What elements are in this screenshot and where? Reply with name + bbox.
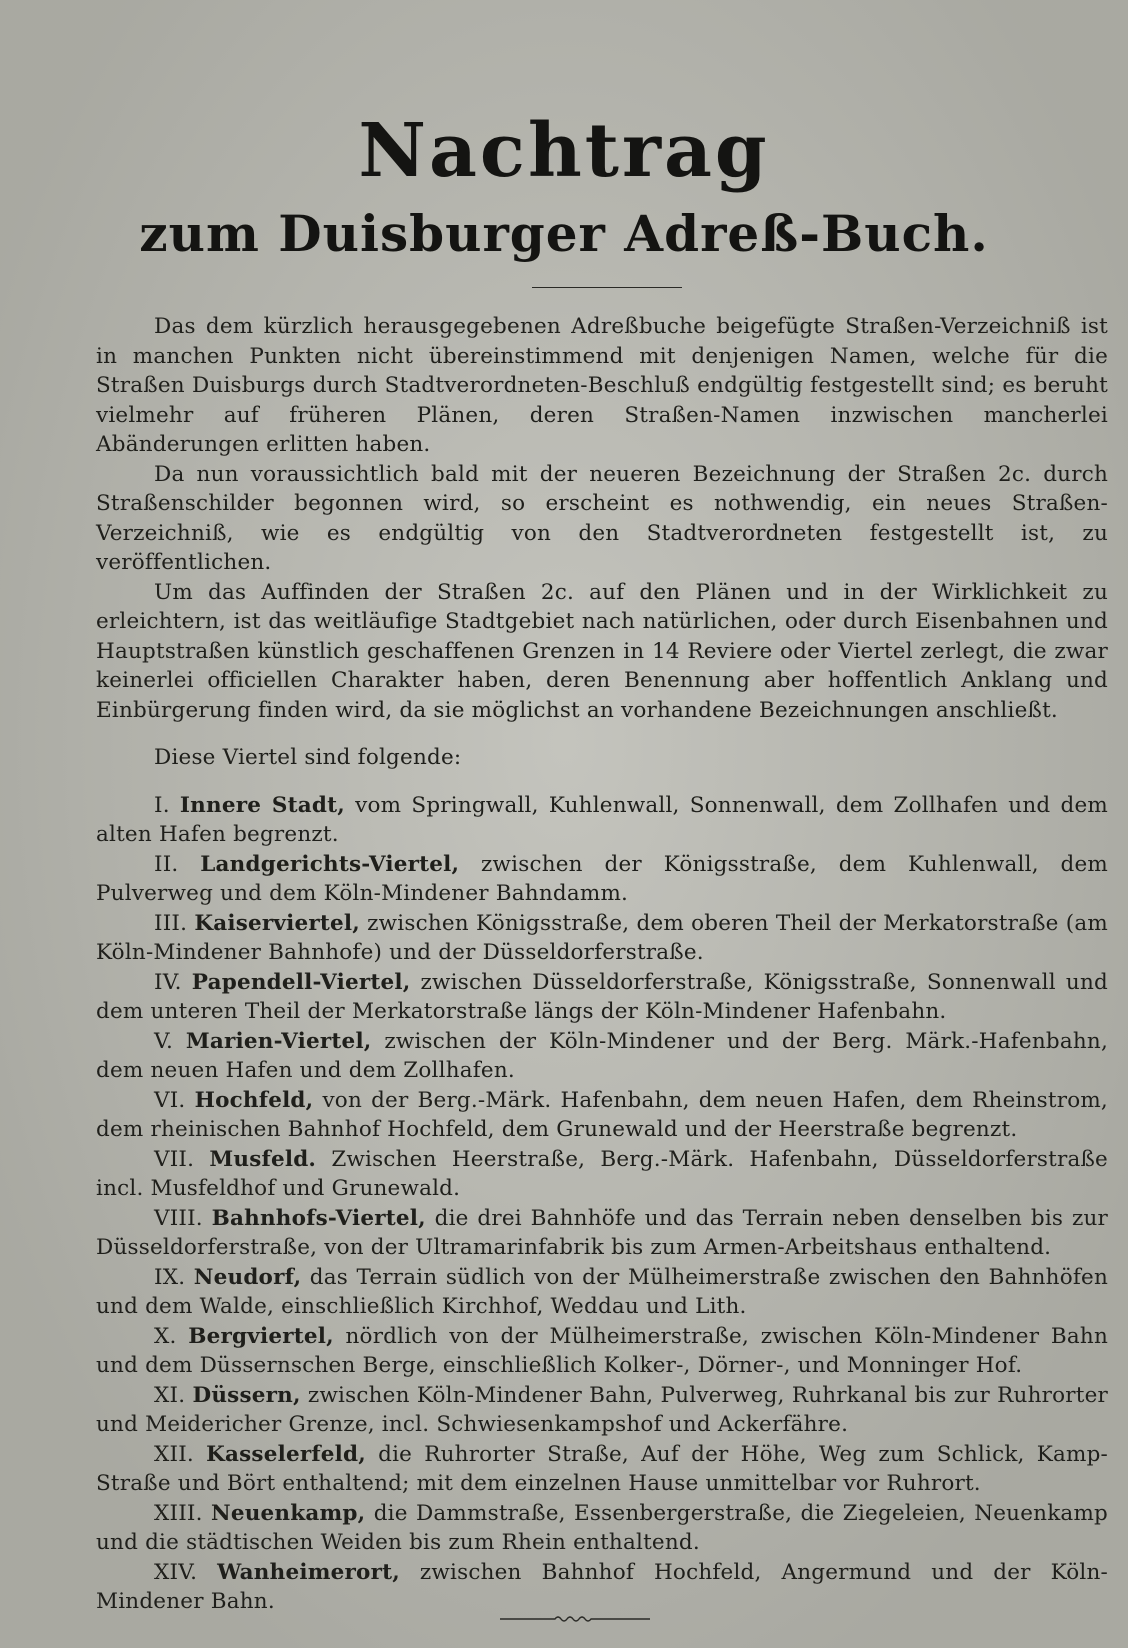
district-name: Marien-Viertel, — [185, 1028, 372, 1054]
district-number: V. — [154, 1028, 174, 1054]
district-description: die Dammstraße, Essenbergerstraße, die Ziegeleien, Neuenkamp und die städtischen Weiden bis zum Rhein enthaltend. — [96, 1500, 1108, 1555]
list-item — [96, 1440, 1108, 1499]
list-item — [96, 1558, 1108, 1617]
district-number: XII. — [154, 1441, 194, 1467]
page-subtitle: zum Duisburger Adreß-Buch. — [139, 204, 989, 263]
district-number: IV. — [154, 969, 182, 995]
list-item — [96, 1322, 1108, 1381]
district-name: Kasselerfeld, — [206, 1441, 366, 1467]
district-number: X. — [154, 1323, 177, 1349]
district-description: von der Berg.-Märk. Hafenbahn, dem neuen Hafen, dem Rheinstrom, dem rheinischen Bahnhof Hochfeld, dem Grunewald und der Heerstraße begrenzt. — [96, 1087, 1108, 1142]
district-number: XI. — [154, 1382, 186, 1408]
district-description: nördlich von der Mülheimerstraße, zwischen Köln-Mindener Bahn und dem Düssernschen Berge, einschließlich Kolker-, Dörner-, und Monninger Hof. — [96, 1323, 1108, 1378]
district-description: die Ruhrorter Straße, Auf der Höhe, Weg zum Schlick, Kamp-Straße und Bört enthaltend; mit dem einzelnen Hause unmittelbar vor Ruhrort. — [96, 1441, 1108, 1496]
list-item — [96, 791, 1108, 850]
district-name: Neuenkamp, — [210, 1500, 366, 1526]
district-number: VIII. — [154, 1205, 203, 1231]
district-number: XIII. — [154, 1500, 203, 1526]
district-description: zwischen der Köln-Mindener und der Berg. Märk.-Hafenbahn, dem neuen Hafen und dem Zollhafen. — [96, 1028, 1108, 1083]
list-item — [96, 1204, 1108, 1263]
list-item — [96, 968, 1108, 1027]
district-description: das Terrain südlich von der Mülheimerstraße zwischen den Bahnhöfen und dem Walde, einschließlich Kirchhof, Weddau und Lith. — [96, 1264, 1108, 1319]
list-item — [96, 1263, 1108, 1322]
district-name: Innere Stadt, — [179, 792, 345, 818]
district-name: Landgerichts-Viertel, — [200, 851, 460, 877]
paragraph: Da nun voraussichtlich bald mit der neueren Bezeichnung der Straßen 2c. durch Straßenschilder begonnen wird, so erscheint es nothwendig, ein neues Straßen-Verzeichniß, wie es endgültig von den Stadtverordneten festgestellt ist, zu veröffentlichen. — [96, 461, 1108, 575]
list-item — [96, 1027, 1108, 1086]
page-title: Nachtrag — [358, 108, 770, 194]
district-name: Düssern, — [192, 1382, 301, 1408]
district-name: Musfeld. — [209, 1146, 317, 1172]
district-number: IX. — [154, 1264, 186, 1290]
list-intro: Diese Viertel sind folgende: — [154, 745, 462, 770]
district-description: zwischen der Königsstraße, dem Kuhlenwall, dem Pulverweg und dem Köln-Mindener Bahndamm. — [96, 851, 1109, 906]
title-divider — [532, 287, 682, 288]
list-item — [96, 1381, 1108, 1440]
paragraph: Das dem kürzlich herausgegebenen Adreßbuche beigefügte Straßen-Verzeichniß ist in manchen Punkten nicht übereinstimmend mit denjenigen Namen, welche für die Straßen Duisburgs durch Stadtverordneten-Beschluß endgültig festgestellt sind; es beruht vielmehr auf früheren Plänen, deren Straßen-Namen inzwischen mancherlei Abänderungen erlitten haben. — [96, 314, 1108, 457]
district-description: zwischen Bahnhof Hochfeld, Angermund und der Köln-Mindener Bahn. — [96, 1559, 1108, 1614]
district-number: VI. — [154, 1087, 186, 1113]
list-item — [96, 1499, 1108, 1558]
district-description: zwischen Königsstraße, dem oberen Theil der Merkatorstraße (am Köln-Mindener Bahnhofe) und der Düsseldorferstraße. — [96, 910, 1108, 965]
list-item — [96, 1145, 1108, 1204]
district-number: I. — [154, 792, 170, 818]
document-body — [96, 312, 1108, 1617]
district-name: Neudorf, — [193, 1264, 302, 1290]
paragraph: Um das Auffinden der Straßen 2c. auf den Plänen und in der Wirklichkeit zu erleichtern, ist das weitläufige Stadtgebiet nach natürlichen, oder durch Eisenbahnen und Hauptstraßen künstlich geschaffenen Grenzen in 14 Reviere oder Viertel zerlegt, die zwar keinerlei officiellen Charakter haben, deren Benennung aber hoffentlich Anklang und Einbürgerung finden wird, da sie möglichst an vorhandene Bezeichnungen anschließt. — [96, 579, 1108, 723]
district-description: vom Springwall, Kuhlenwall, Sonnenwall, dem Zollhafen und dem alten Hafen begrenzt. — [96, 792, 1108, 847]
list-item — [96, 1086, 1108, 1145]
district-number: VII. — [154, 1146, 195, 1172]
district-name: Kaiserviertel, — [194, 910, 360, 936]
list-item — [96, 909, 1108, 968]
district-number: II. — [154, 851, 179, 877]
district-number: XIV. — [154, 1559, 198, 1585]
district-description: die drei Bahnhöfe und das Terrain neben denselben bis zur Düsseldorferstraße, von der Ultramarinfabrik bis zum Armen-Arbeitshaus enthaltend. — [96, 1205, 1108, 1260]
district-description: Zwischen Heerstraße, Berg.-Märk. Hafenbahn, Düsseldorferstraße incl. Musfeldhof und Grunewald. — [96, 1146, 1108, 1201]
district-description: zwischen Köln-Mindener Bahn, Pulverweg, Ruhrkanal bis zur Ruhrorter und Meidericher Grenze, incl. Schwiesenkampshof und Ackerfähre. — [96, 1382, 1108, 1437]
district-name: Bahnhofs-Viertel, — [211, 1205, 426, 1231]
ornamental-divider — [500, 1614, 650, 1624]
district-list — [96, 791, 1108, 1617]
district-name: Hochfeld, — [194, 1087, 314, 1113]
district-name: Wanheimerort, — [217, 1559, 400, 1585]
district-description: zwischen Düsseldorferstraße, Königsstraße, Sonnenwall und dem unteren Theil der Merkatorstraße längs der Köln-Mindener Hafenbahn. — [96, 969, 1108, 1024]
list-item — [96, 850, 1108, 909]
district-name: Bergviertel, — [188, 1323, 334, 1349]
district-name: Papendell-Viertel, — [191, 969, 411, 995]
district-number: III. — [154, 910, 188, 936]
